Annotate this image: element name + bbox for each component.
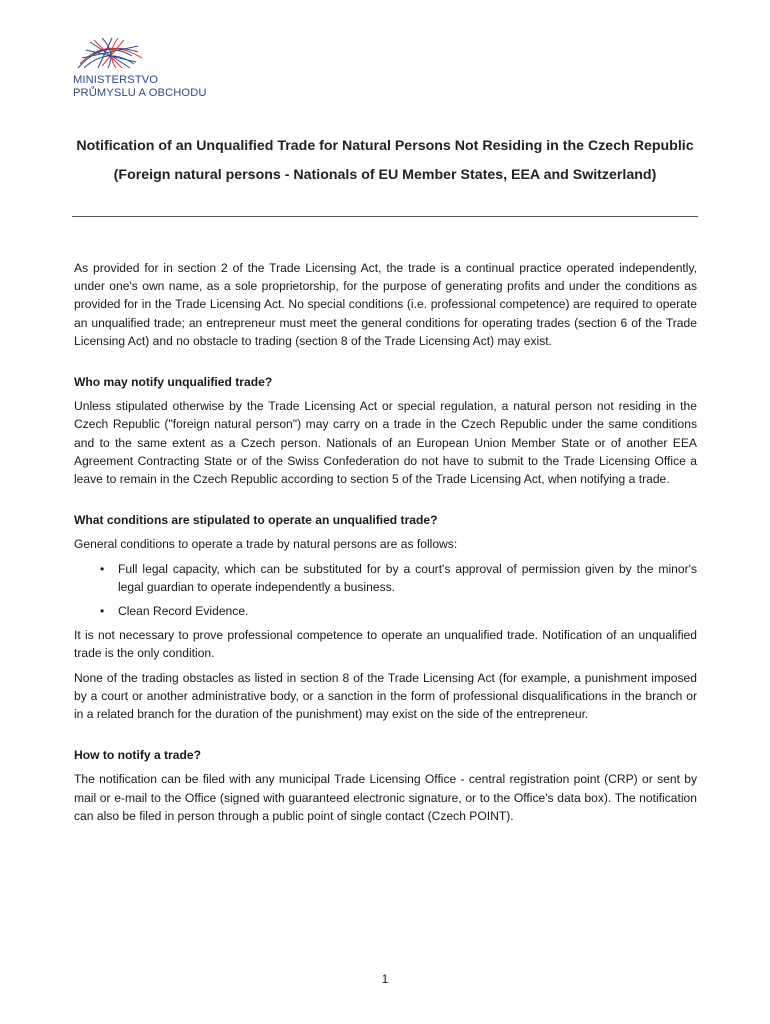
page-number: 1 xyxy=(381,972,389,986)
logo-line-2: PRŮMYSLU A OBCHODU xyxy=(73,87,207,99)
conditions-paragraph-1: It is not necessary to prove professional competence to operate an unqualified trade. Notification of an unqualified trade is the only condition. xyxy=(74,628,697,661)
section-heading-how: How to notify a trade? xyxy=(74,748,201,763)
list-item: • Full legal capacity, which can be substituted for by a court's approval of permission given by the minor's legal guardian to operate independently a business. xyxy=(100,561,697,594)
intro-paragraph: As provided for in section 2 of the Trade Licensing Act, the trade is a continual practice operated independently, under one's own name, as a sole proprietorship, for the purpose of generating profits and under the conditions as provided for in the Trade Licensing Act. No special conditions (i.e. professional competence) are required to operate an unqualified trade; an entrepreneur must meet the general conditions for operating trades (section 6 of the Trade Licensing Act) and no obstacle to trading (section 8 of the Trade Licensing Act) may exist. xyxy=(74,261,697,348)
list-item-text: Full legal capacity, which can be substituted for by a court's approval of permission given by the minor's legal guardian to operate independently a business. xyxy=(118,561,697,594)
section-heading-conditions: What conditions are stipulated to operate an unqualified trade? xyxy=(74,513,438,528)
conditions-list xyxy=(74,560,697,621)
list-item-text: Clean Record Evidence. xyxy=(118,604,249,619)
logo-text xyxy=(73,74,207,100)
title-divider xyxy=(72,216,698,217)
document-title: Notification of an Unqualified Trade for Natural Persons Not Residing in the Czech Republic (Foreign natural persons - Nationals of EU Member States, EEA and Switzerland) xyxy=(76,138,694,183)
section-text-how: The notification can be filed with any municipal Trade Licensing Office - central registration point (CRP) or sent by mail or e-mail to the Office (signed with guaranteed electronic signature, or to the Office's data box). The notification can also be filed in person through a public point of single contact (Czech POINT). xyxy=(74,772,697,823)
conditions-paragraph-2: None of the trading obstacles as listed in section 8 of the Trade Licensing Act (for example, a punishment imposed by a court or another administrative body, or a sanction in the form of professional disqualifications in the branch or in a related branch for the duration of the punishment) may exist on the side of the entrepreneur. xyxy=(74,670,697,722)
list-item: • Clean Record Evidence. xyxy=(100,604,249,619)
document-body xyxy=(74,259,697,825)
section-heading-who: Who may notify unqualified trade? xyxy=(74,375,273,390)
logo-line-1: MINISTERSTVO xyxy=(73,74,159,86)
section-lead-conditions: General conditions to operate a trade by natural persons are as follows: xyxy=(74,537,458,552)
section-text-who: Unless stipulated otherwise by the Trade Licensing Act or special regulation, a natural person not residing in the Czech Republic ("foreign natural person") may carry on a trade in the Czech Republic under the same conditions and to the same extent as a Czech person. Nationals of an European Union Member State or of another EEA Agreement Contracting State or of the Swiss Confederation do not have to submit to the Trade Licensing Office a leave to remain in the Czech Republic according to section 5 of the Trade Licensing Act, when notifying a trade. xyxy=(74,399,697,487)
